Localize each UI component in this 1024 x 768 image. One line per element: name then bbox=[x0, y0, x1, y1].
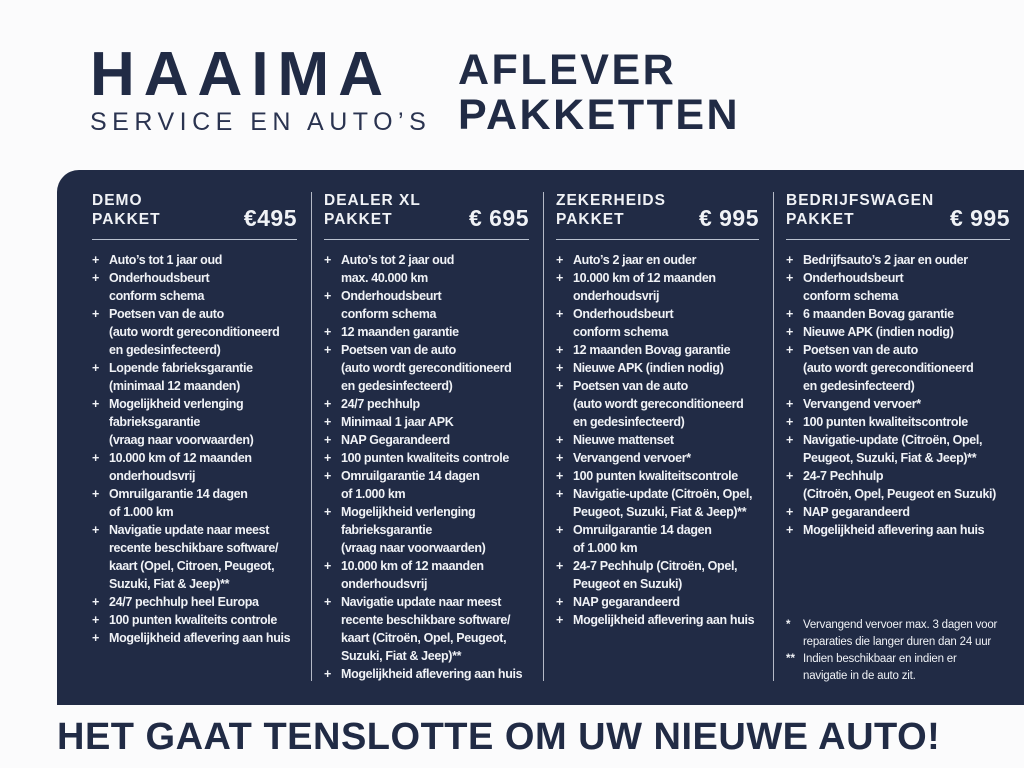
item-line: conform schema bbox=[341, 307, 437, 321]
item-line: Onderhoudsbeurt bbox=[341, 289, 442, 303]
item-line: Nieuwe APK (indien nodig) bbox=[573, 361, 724, 375]
item-text bbox=[341, 395, 420, 413]
item-text bbox=[573, 557, 737, 593]
package-header bbox=[324, 191, 529, 229]
package-name-line: PAKKET bbox=[786, 211, 855, 228]
package-name bbox=[324, 191, 421, 229]
item-line: Suzuki, Fiat & Jeep)** bbox=[341, 649, 462, 663]
item-text bbox=[341, 341, 511, 395]
package-item bbox=[556, 611, 759, 629]
package-item bbox=[92, 449, 297, 485]
package-column-4 bbox=[773, 170, 1024, 705]
plus-icon: + bbox=[92, 613, 100, 627]
plus-icon: + bbox=[556, 379, 564, 393]
item-text bbox=[803, 269, 903, 305]
footnote-line: Indien beschikbaar en indien er bbox=[803, 653, 957, 665]
item-line: Poetsen van de auto bbox=[109, 307, 224, 321]
item-line: of 1.000 km bbox=[573, 541, 638, 555]
item-line: NAP gegarandeerd bbox=[573, 595, 680, 609]
plus-icon: + bbox=[92, 361, 100, 375]
plus-icon: + bbox=[786, 523, 794, 537]
package-name-line: BEDRIJFSWAGEN bbox=[786, 192, 935, 209]
item-text bbox=[803, 323, 954, 341]
item-text bbox=[803, 251, 968, 269]
package-item bbox=[556, 485, 759, 521]
item-text bbox=[341, 287, 441, 323]
plus-icon: + bbox=[786, 271, 794, 285]
item-line: Suzuki, Fiat & Jeep)** bbox=[109, 577, 230, 591]
item-line: (auto wordt gereconditioneerd bbox=[573, 397, 744, 411]
item-line: recente beschikbare software/ bbox=[109, 541, 279, 555]
package-item bbox=[92, 629, 297, 647]
package-item bbox=[786, 467, 1010, 503]
plus-icon: + bbox=[92, 271, 100, 285]
item-line: of 1.000 km bbox=[341, 487, 406, 501]
item-line: 100 punten kwaliteitscontrole bbox=[573, 469, 738, 483]
item-text bbox=[109, 269, 209, 305]
item-line: Vervangend vervoer* bbox=[573, 451, 691, 465]
item-line: Nieuwe APK (indien nodig) bbox=[803, 325, 954, 339]
item-line: Poetsen van de auto bbox=[573, 379, 688, 393]
item-line: fabrieksgarantie bbox=[341, 523, 432, 537]
plus-icon: + bbox=[324, 325, 332, 339]
plus-icon: + bbox=[556, 595, 564, 609]
item-line: Nieuwe mattenset bbox=[573, 433, 674, 447]
plus-icon: + bbox=[556, 271, 564, 285]
package-item bbox=[556, 341, 759, 359]
plus-icon: + bbox=[786, 433, 794, 447]
plus-icon: + bbox=[556, 343, 564, 357]
item-line: Vervangend vervoer* bbox=[803, 397, 921, 411]
package-item bbox=[556, 593, 759, 611]
item-line: recente beschikbare software/ bbox=[341, 613, 511, 627]
footnote-line: Vervangend vervoer max. 3 dagen voor bbox=[803, 619, 998, 631]
page-title-line2: PAKKETTEN bbox=[458, 91, 741, 139]
packages-panel bbox=[57, 170, 1024, 705]
item-line: 10.000 km of 12 maanden bbox=[109, 451, 252, 465]
item-line: en gedesinfecteerd) bbox=[573, 415, 685, 429]
item-line: (minimaal 12 maanden) bbox=[109, 379, 240, 393]
item-line: Navigatie update naar meest bbox=[109, 523, 270, 537]
item-text bbox=[803, 413, 968, 431]
plus-icon: + bbox=[92, 631, 100, 645]
package-item bbox=[92, 359, 297, 395]
package-item bbox=[556, 557, 759, 593]
package-item bbox=[786, 251, 1010, 269]
plus-icon: + bbox=[92, 307, 100, 321]
plus-icon: + bbox=[324, 253, 332, 267]
item-line: conform schema bbox=[803, 289, 899, 303]
package-item bbox=[92, 611, 297, 629]
item-text bbox=[573, 593, 680, 611]
item-line: 24-7 Pechhulp (Citroën, Opel, bbox=[573, 559, 738, 573]
item-text bbox=[803, 395, 921, 413]
footnote-text bbox=[803, 651, 957, 685]
footnote-marker: ** bbox=[786, 653, 795, 665]
plus-icon: + bbox=[324, 595, 332, 609]
package-item bbox=[786, 269, 1010, 305]
item-line: Mogelijkheid verlenging bbox=[109, 397, 244, 411]
item-line: Bedrijfsauto’s 2 jaar en ouder bbox=[803, 253, 968, 267]
item-text bbox=[109, 449, 252, 485]
footnote-marker: * bbox=[786, 619, 791, 631]
item-text bbox=[109, 251, 222, 269]
footnotes bbox=[786, 617, 1010, 687]
item-text bbox=[341, 503, 485, 557]
item-line: 6 maanden Bovag garantie bbox=[803, 307, 954, 321]
item-line: Mogelijkheid aflevering aan huis bbox=[341, 667, 523, 681]
package-item bbox=[92, 521, 297, 593]
item-line: (Citroën, Opel, Peugeot en Suzuki) bbox=[803, 487, 996, 501]
plus-icon: + bbox=[92, 487, 100, 501]
item-text bbox=[109, 521, 278, 593]
item-text bbox=[109, 395, 253, 449]
package-column-1 bbox=[57, 170, 311, 705]
package-item bbox=[324, 665, 529, 683]
package-items bbox=[324, 251, 529, 683]
item-line: Navigatie-update (Citroën, Opel, bbox=[803, 433, 983, 447]
item-line: en gedesinfecteerd) bbox=[109, 343, 221, 357]
package-item bbox=[92, 485, 297, 521]
plus-icon: + bbox=[786, 253, 794, 267]
item-line: Onderhoudsbeurt bbox=[803, 271, 904, 285]
package-item bbox=[92, 395, 297, 449]
package-name bbox=[556, 191, 666, 229]
item-text bbox=[341, 323, 459, 341]
package-item bbox=[92, 251, 297, 269]
item-line: fabrieksgarantie bbox=[109, 415, 200, 429]
plus-icon: + bbox=[324, 451, 332, 465]
plus-icon: + bbox=[324, 559, 332, 573]
plus-icon: + bbox=[92, 253, 100, 267]
package-item bbox=[324, 323, 529, 341]
footnote-line: navigatie in de auto zit. bbox=[803, 670, 916, 682]
item-line: NAP gegarandeerd bbox=[803, 505, 910, 519]
plus-icon: + bbox=[786, 469, 794, 483]
item-line: (auto wordt gereconditioneerd bbox=[803, 361, 974, 375]
package-item bbox=[556, 359, 759, 377]
item-text bbox=[341, 431, 450, 449]
package-item bbox=[324, 395, 529, 413]
plus-icon: + bbox=[324, 397, 332, 411]
plus-icon: + bbox=[92, 595, 100, 609]
item-line: kaart (Citroën, Opel, Peugeot, bbox=[341, 631, 507, 645]
item-text bbox=[341, 449, 509, 467]
package-item bbox=[556, 521, 759, 557]
package-item bbox=[786, 503, 1010, 521]
package-item bbox=[324, 341, 529, 395]
item-line: (auto wordt gereconditioneerd bbox=[341, 361, 512, 375]
plus-icon: + bbox=[556, 361, 564, 375]
item-line: Auto’s tot 2 jaar oud bbox=[341, 253, 455, 267]
item-line: (vraag naar voorwaarden) bbox=[341, 541, 486, 555]
package-item bbox=[324, 449, 529, 467]
tagline: HET GAAT TENSLOTTE OM UW NIEUWE AUTO! bbox=[57, 716, 941, 758]
package-item bbox=[786, 521, 1010, 539]
plus-icon: + bbox=[324, 289, 332, 303]
item-text bbox=[341, 593, 510, 665]
item-line: Auto’s 2 jaar en ouder bbox=[573, 253, 697, 267]
package-item bbox=[786, 305, 1010, 323]
package-item bbox=[786, 413, 1010, 431]
item-line: Auto’s tot 1 jaar oud bbox=[109, 253, 223, 267]
plus-icon: + bbox=[556, 487, 564, 501]
header-rule bbox=[324, 239, 529, 240]
plus-icon: + bbox=[92, 397, 100, 411]
item-line: max. 40.000 km bbox=[341, 271, 428, 285]
package-items bbox=[556, 251, 759, 629]
item-line: Poetsen van de auto bbox=[803, 343, 918, 357]
footnote-line: reparaties die langer duren dan 24 uur bbox=[803, 636, 992, 648]
package-name-line: ZEKERHEIDS bbox=[556, 192, 666, 209]
item-line: Peugeot en Suzuki) bbox=[573, 577, 682, 591]
plus-icon: + bbox=[324, 415, 332, 429]
package-name-line: DEMO bbox=[92, 192, 143, 209]
item-line: Omruilgarantie 14 dagen bbox=[573, 523, 712, 537]
item-text bbox=[573, 251, 696, 269]
item-line: Mogelijkheid aflevering aan huis bbox=[109, 631, 291, 645]
item-line: 100 punten kwaliteits controle bbox=[341, 451, 510, 465]
plus-icon: + bbox=[324, 433, 332, 447]
package-item bbox=[324, 593, 529, 665]
item-line: 12 maanden garantie bbox=[341, 325, 459, 339]
item-line: onderhoudsvrij bbox=[109, 469, 196, 483]
plus-icon: + bbox=[92, 523, 100, 537]
plus-icon: + bbox=[786, 397, 794, 411]
plus-icon: + bbox=[556, 559, 564, 573]
package-item bbox=[556, 251, 759, 269]
item-text bbox=[341, 665, 522, 683]
item-line: Onderhoudsbeurt bbox=[109, 271, 210, 285]
item-text bbox=[803, 503, 910, 521]
item-text bbox=[109, 485, 248, 521]
package-item bbox=[92, 593, 297, 611]
package-item bbox=[324, 467, 529, 503]
item-line: Mogelijkheid aflevering aan huis bbox=[573, 613, 755, 627]
plus-icon: + bbox=[556, 451, 564, 465]
plus-icon: + bbox=[786, 415, 794, 429]
package-item bbox=[324, 251, 529, 287]
package-header bbox=[556, 191, 759, 229]
item-line: 12 maanden Bovag garantie bbox=[573, 343, 731, 357]
footnote-text bbox=[803, 617, 997, 651]
item-line: 24-7 Pechhulp bbox=[803, 469, 884, 483]
package-item bbox=[786, 431, 1010, 467]
item-text bbox=[341, 557, 484, 593]
item-text bbox=[803, 341, 973, 395]
package-item bbox=[786, 323, 1010, 341]
item-line: Peugeot, Suzuki, Fiat & Jeep)** bbox=[573, 505, 747, 519]
page-title-line1: AFLEVER bbox=[458, 46, 677, 94]
item-text bbox=[803, 467, 996, 503]
item-text bbox=[573, 521, 712, 557]
item-text bbox=[109, 611, 277, 629]
package-item bbox=[556, 467, 759, 485]
package-item bbox=[556, 377, 759, 431]
item-line: 100 punten kwaliteits controle bbox=[109, 613, 278, 627]
item-text bbox=[109, 305, 279, 359]
plus-icon: + bbox=[556, 469, 564, 483]
item-text bbox=[573, 377, 743, 431]
package-price: €495 bbox=[243, 205, 297, 231]
item-line: 10.000 km of 12 maanden bbox=[341, 559, 484, 573]
package-item bbox=[556, 431, 759, 449]
package-item bbox=[786, 341, 1010, 395]
item-line: Minimaal 1 jaar APK bbox=[341, 415, 454, 429]
item-text bbox=[341, 413, 453, 431]
item-text bbox=[803, 305, 954, 323]
item-line: Navigatie-update (Citroën, Opel, bbox=[573, 487, 753, 501]
item-line: kaart (Opel, Citroen, Peugeot, bbox=[109, 559, 275, 573]
package-name bbox=[92, 191, 161, 229]
item-text bbox=[573, 485, 752, 521]
plus-icon: + bbox=[92, 451, 100, 465]
item-line: of 1.000 km bbox=[109, 505, 174, 519]
package-name-line: PAKKET bbox=[324, 211, 393, 228]
package-item bbox=[556, 449, 759, 467]
package-name-line: PAKKET bbox=[556, 211, 625, 228]
plus-icon: + bbox=[556, 523, 564, 537]
item-text bbox=[341, 467, 480, 503]
footnote bbox=[786, 617, 1010, 651]
item-text bbox=[573, 431, 674, 449]
plus-icon: + bbox=[786, 325, 794, 339]
item-line: en gedesinfecteerd) bbox=[341, 379, 453, 393]
item-text bbox=[573, 305, 673, 341]
package-item bbox=[324, 431, 529, 449]
item-line: 100 punten kwaliteitscontrole bbox=[803, 415, 968, 429]
plus-icon: + bbox=[324, 343, 332, 357]
package-item bbox=[324, 413, 529, 431]
item-line: Omruilgarantie 14 dagen bbox=[109, 487, 248, 501]
item-line: onderhoudsvrij bbox=[573, 289, 660, 303]
package-header bbox=[786, 191, 1010, 229]
item-text bbox=[341, 251, 454, 287]
plus-icon: + bbox=[556, 613, 564, 627]
package-item bbox=[324, 503, 529, 557]
item-line: 24/7 pechhulp heel Europa bbox=[109, 595, 259, 609]
item-line: 10.000 km of 12 maanden bbox=[573, 271, 716, 285]
item-line: conform schema bbox=[109, 289, 205, 303]
item-text bbox=[573, 359, 724, 377]
item-text bbox=[109, 593, 259, 611]
plus-icon: + bbox=[324, 505, 332, 519]
package-name-line: DEALER XL bbox=[324, 192, 421, 209]
package-price: € 695 bbox=[468, 205, 529, 231]
item-line: onderhoudsvrij bbox=[341, 577, 428, 591]
footnote bbox=[786, 651, 1010, 685]
plus-icon: + bbox=[324, 667, 332, 681]
package-name bbox=[786, 191, 934, 229]
package-item bbox=[324, 557, 529, 593]
package-column-3 bbox=[543, 170, 773, 705]
item-text bbox=[573, 269, 716, 305]
item-line: Poetsen van de auto bbox=[341, 343, 456, 357]
header-rule bbox=[92, 239, 297, 240]
plus-icon: + bbox=[556, 433, 564, 447]
item-line: Lopende fabrieksgarantie bbox=[109, 361, 253, 375]
package-item bbox=[556, 269, 759, 305]
item-line: Navigatie update naar meest bbox=[341, 595, 502, 609]
item-text bbox=[573, 611, 754, 629]
package-name-line: PAKKET bbox=[92, 211, 161, 228]
header-rule bbox=[556, 239, 759, 240]
item-text bbox=[803, 521, 984, 539]
package-item bbox=[92, 269, 297, 305]
item-text bbox=[109, 629, 290, 647]
plus-icon: + bbox=[786, 343, 794, 357]
package-items bbox=[786, 251, 1010, 539]
brand-name: HAAIMA bbox=[90, 40, 392, 109]
item-text bbox=[573, 449, 691, 467]
page-title bbox=[458, 48, 740, 138]
item-line: (vraag naar voorwaarden) bbox=[109, 433, 254, 447]
plus-icon: + bbox=[786, 505, 794, 519]
item-line: conform schema bbox=[573, 325, 669, 339]
plus-icon: + bbox=[556, 307, 564, 321]
package-header bbox=[92, 191, 297, 229]
header-rule bbox=[786, 239, 1010, 240]
item-line: 24/7 pechhulp bbox=[341, 397, 420, 411]
package-item bbox=[92, 305, 297, 359]
package-price: € 995 bbox=[698, 205, 759, 231]
item-line: Onderhoudsbeurt bbox=[573, 307, 674, 321]
brand-subtitle: SERVICE EN AUTO’S bbox=[90, 108, 432, 136]
item-line: Peugeot, Suzuki, Fiat & Jeep)** bbox=[803, 451, 977, 465]
package-items bbox=[92, 251, 297, 647]
plus-icon: + bbox=[556, 253, 564, 267]
item-text bbox=[573, 341, 730, 359]
package-price: € 995 bbox=[949, 205, 1010, 231]
item-line: Mogelijkheid aflevering aan huis bbox=[803, 523, 985, 537]
plus-icon: + bbox=[786, 307, 794, 321]
item-line: NAP Gegarandeerd bbox=[341, 433, 450, 447]
plus-icon: + bbox=[324, 469, 332, 483]
item-text bbox=[803, 431, 982, 467]
package-item bbox=[786, 395, 1010, 413]
package-item bbox=[556, 305, 759, 341]
item-line: Omruilgarantie 14 dagen bbox=[341, 469, 480, 483]
package-column-2 bbox=[311, 170, 543, 705]
item-line: Mogelijkheid verlenging bbox=[341, 505, 476, 519]
item-line: (auto wordt gereconditioneerd bbox=[109, 325, 280, 339]
package-item bbox=[324, 287, 529, 323]
brand-logo bbox=[90, 40, 432, 137]
item-text bbox=[573, 467, 738, 485]
item-text bbox=[109, 359, 253, 395]
item-line: en gedesinfecteerd) bbox=[803, 379, 915, 393]
